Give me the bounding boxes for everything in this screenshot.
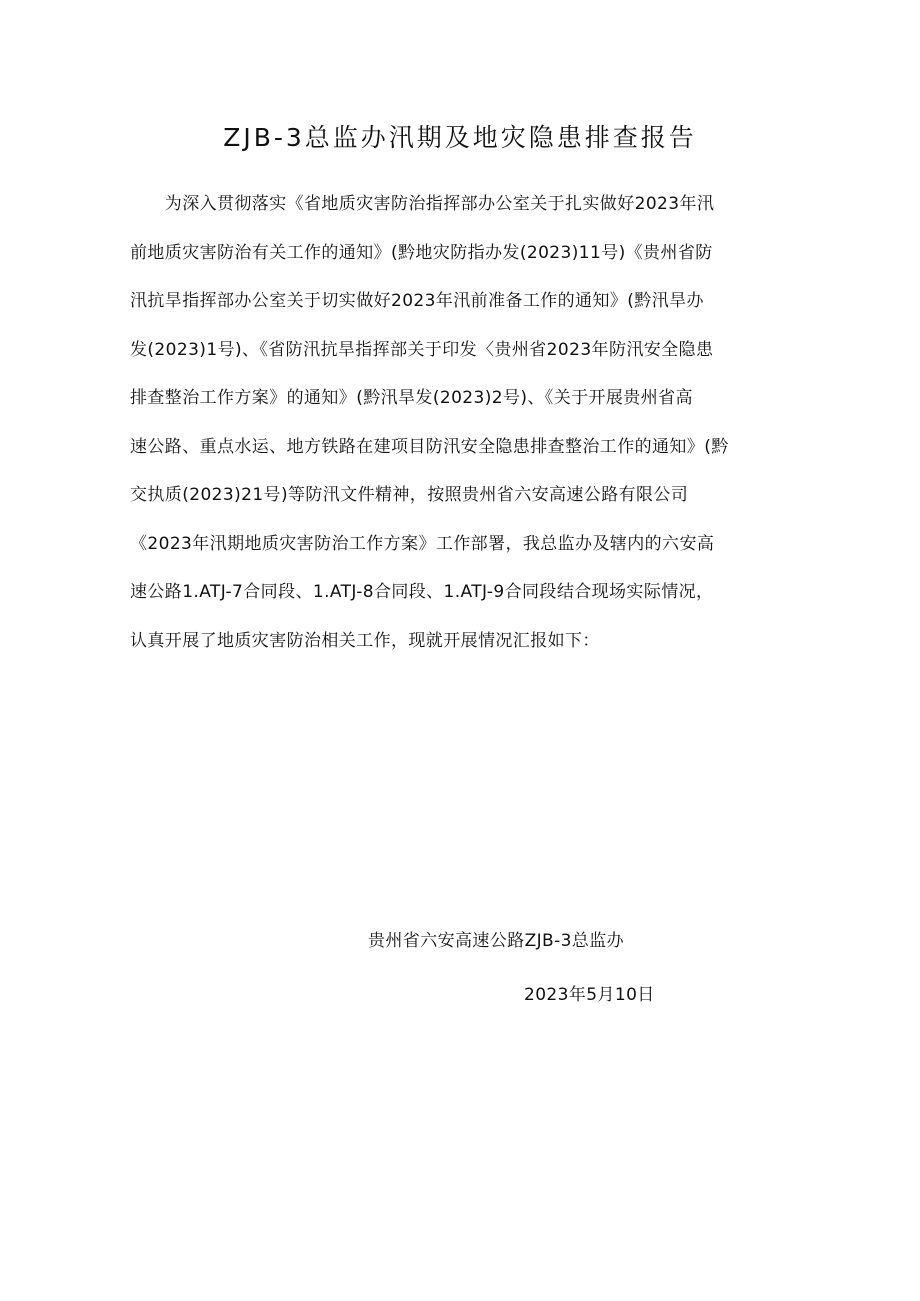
paragraph-line: 速公路1.ATJ-7合同段、1.ATJ-8合同段、1.ATJ-9合同段结合现场实际情况， — [130, 582, 714, 602]
paragraph-line: 排查整治工作方案》的通知》(黔汛旱发(2023)2号)、《关于开展贵州省高 — [130, 388, 693, 408]
paragraph-line: 为深入贯彻落实《省地质灾害防治指挥部办公室关于扎实做好2023年汛 — [130, 194, 715, 214]
paragraph-line: 前地质灾害防治有关工作的通知》(黔地灾防指办发(2023)11号)《贵州省防 — [130, 242, 713, 263]
page-title: ZJB-3总监办汛期及地灾隐患排查报告 — [223, 123, 697, 152]
signature-organization: 贵州省六安高速公路ZJB-3总监办 — [368, 931, 625, 951]
paragraph-line: 《2023年汛期地质灾害防治工作方案》工作部署，我总监办及辖内的六安高 — [130, 533, 715, 554]
paragraph-line: 认真开展了地质灾害防治相关工作，现就开展情况汇报如下： — [130, 630, 600, 651]
paragraph-line: 汛抗旱指挥部办公室关于切实做好2023年汛前准备工作的通知》(黔汛旱办 — [130, 291, 704, 311]
signature-date: 2023年5月10日 — [524, 985, 655, 1005]
paragraph-line: 交执质(2023)21号)等防汛文件精神，按照贵州省六安高速公路有限公司 — [130, 485, 689, 505]
paragraph-line: 发(2023)1号)、《省防汛抗旱指挥部关于印发〈贵州省2023年防汛安全隐患 — [130, 339, 714, 360]
paragraph-line: 速公路、重点水运、地方铁路在建项目防汛安全隐患排查整治工作的通知》(黔 — [130, 436, 729, 457]
body-paragraph — [130, 180, 790, 665]
